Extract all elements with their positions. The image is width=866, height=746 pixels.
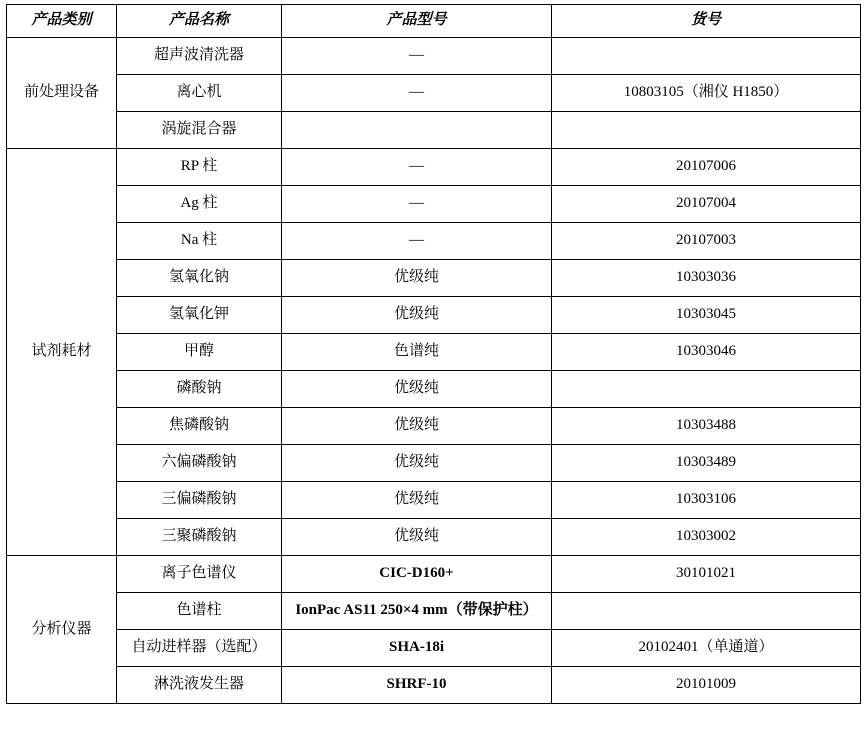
- product-code-cell: [552, 112, 861, 149]
- product-code-cell: [552, 593, 861, 630]
- product-name-cell: 淋洗液发生器: [117, 667, 282, 704]
- table-row: [7, 223, 861, 260]
- column-header-model: 产品型号: [282, 5, 552, 38]
- product-model-cell: —: [282, 75, 552, 112]
- product-code-cell: 20101009: [552, 667, 861, 704]
- column-header-code: 货号: [552, 5, 861, 38]
- product-model-cell: 优级纯: [282, 297, 552, 334]
- product-code-cell: [552, 371, 861, 408]
- product-model-cell: 色谱纯: [282, 334, 552, 371]
- product-model-cell: —: [282, 186, 552, 223]
- product-code-cell: 10303046: [552, 334, 861, 371]
- table-header: [7, 5, 861, 38]
- table-body: [7, 38, 861, 704]
- product-name-cell: 离心机: [117, 75, 282, 112]
- column-header-category: 产品类别: [7, 5, 117, 38]
- product-model-cell: 优级纯: [282, 445, 552, 482]
- product-code-cell: 10303036: [552, 260, 861, 297]
- product-code-cell: 10303489: [552, 445, 861, 482]
- product-code-cell: 20107003: [552, 223, 861, 260]
- product-model-cell: 优级纯: [282, 408, 552, 445]
- table-row: [7, 112, 861, 149]
- table-row: [7, 38, 861, 75]
- product-model-cell: —: [282, 38, 552, 75]
- product-code-cell: 20107004: [552, 186, 861, 223]
- product-name-cell: 三偏磷酸钠: [117, 482, 282, 519]
- table-row: [7, 445, 861, 482]
- product-name-cell: 氢氧化钠: [117, 260, 282, 297]
- table-row: [7, 630, 861, 667]
- product-name-cell: Ag 柱: [117, 186, 282, 223]
- product-name-cell: 六偏磷酸钠: [117, 445, 282, 482]
- product-name-cell: 自动进样器（选配）: [117, 630, 282, 667]
- category-cell-reagents: 试剂耗材: [7, 149, 117, 556]
- product-code-cell: 10803105（湘仪 H1850）: [552, 75, 861, 112]
- table-row: [7, 408, 861, 445]
- product-name-cell: Na 柱: [117, 223, 282, 260]
- product-code-cell: 10303488: [552, 408, 861, 445]
- table-row: [7, 75, 861, 112]
- product-name-cell: 超声波清洗器: [117, 38, 282, 75]
- column-header-name: 产品名称: [117, 5, 282, 38]
- table-row: [7, 556, 861, 593]
- product-name-cell: 离子色谱仪: [117, 556, 282, 593]
- table-row: [7, 371, 861, 408]
- product-model-cell: 优级纯: [282, 371, 552, 408]
- table-row: [7, 482, 861, 519]
- product-name-cell: 氢氧化钾: [117, 297, 282, 334]
- table-row: [7, 149, 861, 186]
- product-name-cell: 涡旋混合器: [117, 112, 282, 149]
- category-cell-instruments: 分析仪器: [7, 556, 117, 704]
- product-model-cell: 优级纯: [282, 519, 552, 556]
- product-model-cell: —: [282, 149, 552, 186]
- product-model-cell: [282, 112, 552, 149]
- product-model-cell: 优级纯: [282, 260, 552, 297]
- table-header-row: [7, 5, 861, 38]
- product-model-cell: SHA-18i: [282, 630, 552, 667]
- product-name-cell: 三聚磷酸钠: [117, 519, 282, 556]
- product-name-cell: 焦磷酸钠: [117, 408, 282, 445]
- table-row: [7, 297, 861, 334]
- product-code-cell: 20107006: [552, 149, 861, 186]
- table-row: [7, 519, 861, 556]
- product-model-cell: —: [282, 223, 552, 260]
- product-name-cell: 磷酸钠: [117, 371, 282, 408]
- table-row: [7, 593, 861, 630]
- product-code-cell: [552, 38, 861, 75]
- table-row: [7, 260, 861, 297]
- product-model-cell: CIC-D160+: [282, 556, 552, 593]
- product-model-cell: IonPac AS11 250×4 mm（带保护柱）: [282, 593, 552, 630]
- table-row: [7, 186, 861, 223]
- product-name-cell: RP 柱: [117, 149, 282, 186]
- product-code-cell: 10303045: [552, 297, 861, 334]
- product-code-cell: 10303002: [552, 519, 861, 556]
- table-row: [7, 334, 861, 371]
- product-model-cell: 优级纯: [282, 482, 552, 519]
- table-row: [7, 667, 861, 704]
- category-cell-pretreatment: 前处理设备: [7, 38, 117, 149]
- product-code-cell: 30101021: [552, 556, 861, 593]
- product-model-cell: SHRF-10: [282, 667, 552, 704]
- product-table: [6, 4, 861, 704]
- product-name-cell: 甲醇: [117, 334, 282, 371]
- product-code-cell: 20102401（单通道）: [552, 630, 861, 667]
- product-code-cell: 10303106: [552, 482, 861, 519]
- product-name-cell: 色谱柱: [117, 593, 282, 630]
